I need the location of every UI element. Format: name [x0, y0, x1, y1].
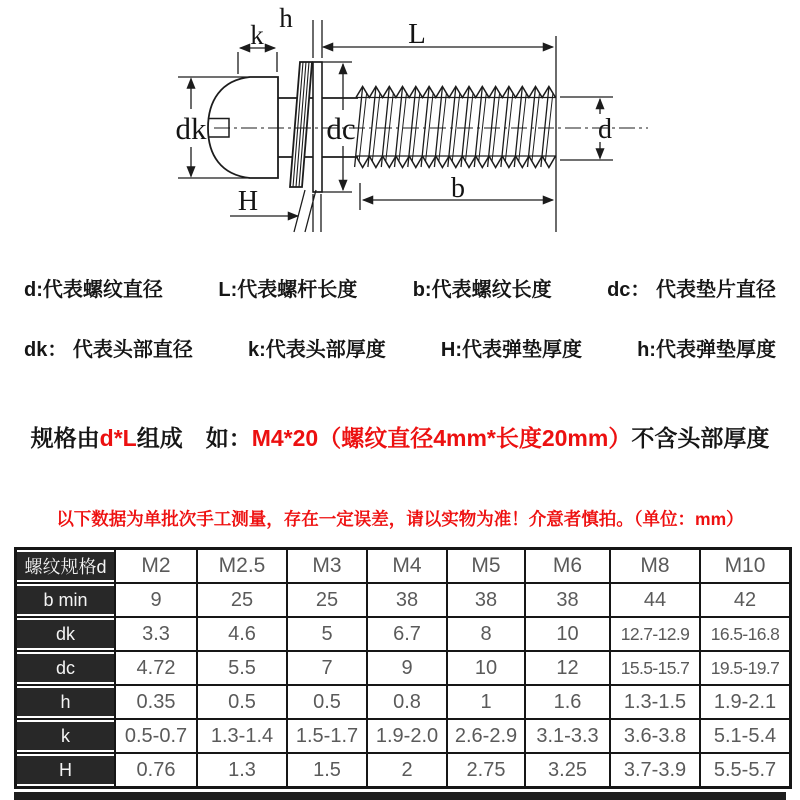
- table-row-dk: [17, 618, 789, 652]
- cell: 38: [448, 584, 526, 618]
- cell: 25: [198, 584, 288, 618]
- row-header: b min: [17, 584, 116, 618]
- row-header: k: [17, 720, 116, 754]
- next-row-cutoff-strip: [14, 792, 786, 800]
- cell: 3.1-3.3: [526, 720, 611, 754]
- cell: 2.75: [448, 754, 526, 786]
- screw-diagram: [0, 0, 800, 250]
- cell: 19.5-19.7: [701, 652, 789, 686]
- label-d: d: [598, 114, 612, 145]
- spec-text: 不含头部厚度: [631, 425, 770, 451]
- label-k: k: [250, 20, 264, 50]
- row-header: dk: [17, 618, 116, 652]
- h-extension-lines: [313, 20, 322, 58]
- cell: 2: [368, 754, 448, 786]
- col-header-m8: M8: [611, 550, 701, 584]
- cell: 4.72: [116, 652, 198, 686]
- cell: 3.7-3.9: [611, 754, 701, 786]
- label-h: h: [279, 3, 293, 33]
- cell: 2.6-2.9: [448, 720, 526, 754]
- col-header-m3: M3: [288, 550, 368, 584]
- cell: 38: [368, 584, 448, 618]
- cell: 16.5-16.8: [701, 618, 789, 652]
- cell: 1.9-2.1: [701, 686, 789, 720]
- screw-outline: [208, 62, 556, 192]
- spec-text: 组成 如：: [136, 425, 252, 451]
- legend-k: k:代表头部厚度: [248, 339, 386, 361]
- cell: 38: [526, 584, 611, 618]
- spec-format-line: [0, 420, 800, 453]
- spec-red-example: M4*20（螺纹直径4mm*长度20mm）: [251, 425, 632, 451]
- cell: 25: [288, 584, 368, 618]
- cell: 3.25: [526, 754, 611, 786]
- cell: 0.76: [116, 754, 198, 786]
- cell: 1.5-1.7: [288, 720, 368, 754]
- row-header: H: [17, 754, 116, 786]
- table-row-dc: [17, 652, 789, 686]
- row-header: h: [17, 686, 116, 720]
- cell: 5: [288, 618, 368, 652]
- spec-text: 规格由: [30, 425, 100, 451]
- cell: 1.3: [198, 754, 288, 786]
- legend-dc: dc： 代表垫片直径: [607, 279, 776, 301]
- cell: 0.35: [116, 686, 198, 720]
- cell: 1.3-1.4: [198, 720, 288, 754]
- col-header-m10: M10: [701, 550, 789, 584]
- cell: 10: [526, 618, 611, 652]
- cell: 5.5: [198, 652, 288, 686]
- spec-red-dL: d*L: [99, 425, 137, 451]
- flat-washer: [313, 62, 322, 192]
- cell: 0.8: [368, 686, 448, 720]
- legend-row-2: [24, 333, 776, 362]
- cell: 3.6-3.8: [611, 720, 701, 754]
- cell: 8: [448, 618, 526, 652]
- washer-lower-extension-lines: [294, 190, 321, 232]
- cell: 10: [448, 652, 526, 686]
- label-L: L: [408, 18, 426, 50]
- col-header-m2-5: M2.5: [198, 550, 288, 584]
- legend-dk: dk： 代表头部直径: [24, 339, 193, 361]
- cell: 3.3: [116, 618, 198, 652]
- cell: 12.7-12.9: [611, 618, 701, 652]
- cell: 0.5: [288, 686, 368, 720]
- legend-b: b:代表螺纹长度: [412, 279, 552, 301]
- cell: 7: [288, 652, 368, 686]
- cell: 15.5-15.7: [611, 652, 701, 686]
- cell: 1.3-1.5: [611, 686, 701, 720]
- legend-H: H:代表弹垫厚度: [440, 339, 582, 361]
- cell: 44: [611, 584, 701, 618]
- legend-h: h:代表弹垫厚度: [637, 339, 776, 361]
- col-header-m5: M5: [448, 550, 526, 584]
- cell: 5.5-5.7: [713, 758, 777, 781]
- legend-L: L:代表螺杆长度: [218, 279, 358, 301]
- table-row-H: [17, 754, 789, 786]
- cell: 1.9-2.0: [368, 720, 448, 754]
- cell: 42: [701, 584, 789, 618]
- cell: 9: [116, 584, 198, 618]
- col-header-m2: M2: [116, 550, 198, 584]
- legend-row-1: [24, 273, 776, 302]
- cell: 6.7: [368, 618, 448, 652]
- table-row-h: [17, 686, 789, 720]
- cell: 0.5-0.7: [116, 720, 198, 754]
- label-b: b: [451, 173, 465, 204]
- corner-header: 螺纹规格d: [17, 550, 116, 584]
- k-extension-lines: [238, 52, 277, 74]
- legend-d: d:代表螺纹直径: [24, 279, 163, 301]
- table-row-k: [17, 720, 789, 754]
- label-dk: dk: [175, 111, 207, 146]
- table-row-bmin: [17, 584, 789, 618]
- cell: 12: [526, 652, 611, 686]
- cell: 1.5: [288, 754, 368, 786]
- row-header: dc: [17, 652, 116, 686]
- label-H: H: [237, 186, 259, 217]
- cell: 5.1-5.4: [701, 720, 789, 754]
- cell: 4.6: [198, 618, 288, 652]
- cell: 0.5: [198, 686, 288, 720]
- cell: 9: [368, 652, 448, 686]
- measurement-notice: 以下数据为单批次手工测量，存在一定误差，请以实物为准！介意者慎拍。（单位：mm）: [56, 509, 744, 529]
- spec-table: [14, 547, 792, 789]
- label-dc: dc: [326, 111, 356, 146]
- table-header-row: [17, 550, 789, 584]
- cell: 1: [448, 686, 526, 720]
- col-header-m6: M6: [526, 550, 611, 584]
- cell: 1.6: [526, 686, 611, 720]
- col-header-m4: M4: [368, 550, 448, 584]
